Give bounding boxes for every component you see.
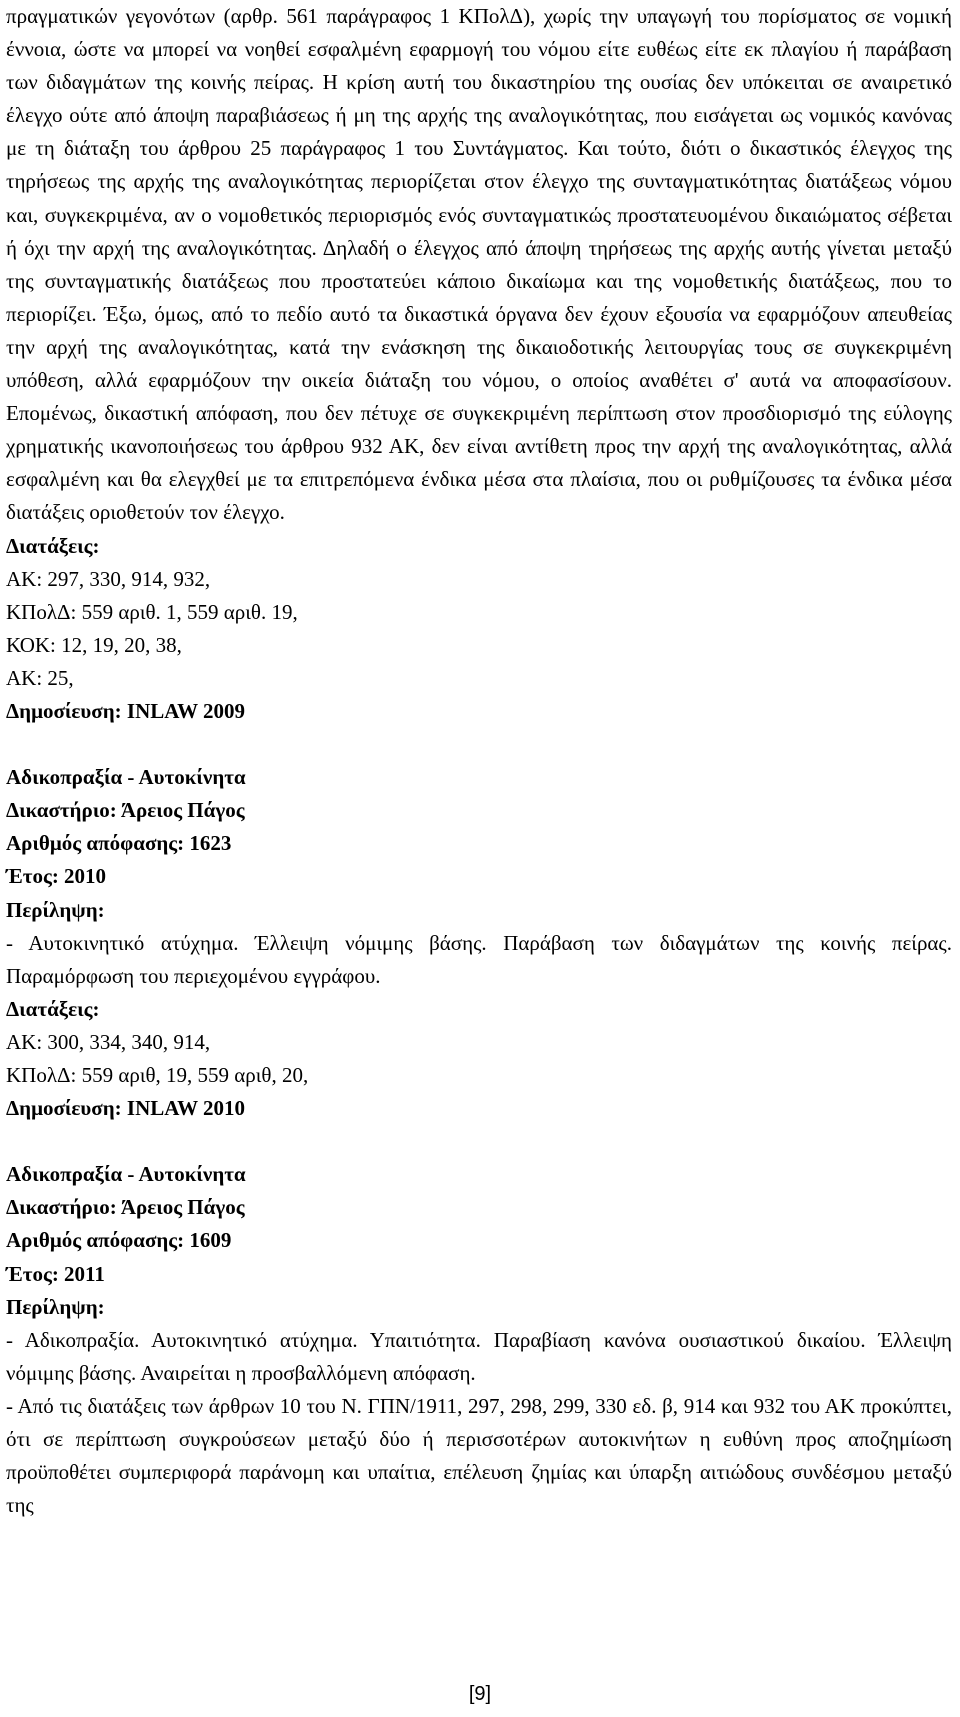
decision-year: Έτος: 2010	[6, 864, 107, 889]
section-gap	[6, 1125, 952, 1158]
provision-line: ΚΟΚ: 12, 19, 20, 38,	[6, 632, 182, 657]
document-page	[6, 0, 952, 1522]
provision-line: ΚΠολΔ: 559 αριθ, 19, 559 αριθ, 20,	[6, 1063, 309, 1087]
category-heading: Αδικοπραξία - Αυτοκίνητα	[6, 1162, 246, 1187]
publication: Δημοσίευση: INLAW 2009	[6, 698, 245, 723]
decision-entry-1623	[6, 761, 952, 1125]
page-number: [9]	[468, 1683, 492, 1705]
provision-line: ΚΠολΔ: 559 αριθ. 1, 559 αριθ. 19,	[6, 599, 298, 624]
section-gap	[6, 728, 952, 761]
summary-label: Περίληψη:	[6, 897, 105, 922]
summary-label: Περίληψη:	[6, 1294, 105, 1319]
court-heading: Δικαστήριο: Άρειος Πάγος	[6, 1195, 245, 1220]
decision-number: Αριθμός απόφασης: 1609	[6, 1228, 232, 1253]
provision-line: ΑΚ: 297, 330, 914, 932,	[6, 566, 211, 591]
summary-text-2: - Από τις διατάξεις των άρθρων 10 του Ν. ΓΠΝ/1911, 297, 298, 299, 330 εδ. β, 914 και 932 του ΑΚ προκύπτει, ότι σε περίπτωση συγκρούσεων μεταξύ δύο ή περισσοτέρων αυτοκινήτων η ευθύνη προς αποζημίωση προϋποθέτει συμπεριφορά παράνομη και υπαίτια, επέλευση ζημίας και ύπαρξη αιτιώδους συνδέσμου μεταξύ της	[6, 1393, 952, 1518]
decision-year: Έτος: 2011	[6, 1261, 105, 1286]
decision-entry-1609	[6, 1158, 952, 1522]
intro-paragraph: πραγματικών γεγονότων (αρθρ. 561 παράγραφος 1 ΚΠολΔ), χωρίς την υπαγωγή του πορίσματος σε νομική έννοια, ώστε να μπορεί να νοηθεί εσφαλμένη εφαρμογή του νόμου είτε ευθέως είτε εκ πλαγίου ή παράβαση των διδαγμάτων της κοινής πείρας. Η κρίση αυτή του δικαστηρίου της ουσίας δεν υπόκειται σε αναιρετικό έλεγχο ούτε από άποψη παραβιάσεως ή μη της αρχής της αναλογικότητας, που εισάγεται ως νομικός κανόνας με τη διάταξη του άρθρου 25 παράγραφος 1 του Συντάγματος. Και τούτο, διότι ο δικαστικός έλεγχος της τηρήσεως της αρχής της αναλογικότητας περιορίζεται στον έλεγχο της συνταγματικότητας διατάξεως νόμου και, συγκεκριμένα, αν ο νομοθετικός περιορισμός ενός συνταγματικώς προστατευομένου δικαιώματος σέβεται ή όχι την αρχή της αναλογικότητας. Δηλαδή ο έλεγχος από άποψη τηρήσεως της αρχής αυτής γίνεται μεταξύ της συνταγματικής διατάξεως που προστατεύει κάποιο δικαίωμα και της νομοθετικής διατάξεως, που το περιορίζει. Έξω, όμως, από το πεδίο αυτό τα δικαστικά όργανα δεν έχουν εξουσία να εφαρμόζουν απευθείας την αρχή της αναλογικότητας, κατά την ενάσκηση της δικαιοδοτικής λειτουργίας τους σε συγκεκριμένη υπόθεση, αλλά εφαρμόζουν την οικεία διάταξη του νόμου, ο οποίος αναθέτει σ' αυτά να αποφασίσουν. Επομένως, δικαστική απόφαση, που δεν πέτυχε σε συγκεκριμένη περίπτωση στον προσδιορισμό της εύλογης χρηματικής ικανοποιήσεως του άρθρου 932 ΑΚ, δεν είναι αντίθετη προς την αρχή της αναλογικότητας, αλλά εσφαλμένη και θα ελεγχθεί με τα επιτρεπόμενα ένδικα μέσα στα πλαίσια, που οι ρυθμίζουσες τα ένδικα μέσα διατάξεις οριοθετούν τον έλεγχο.	[6, 4, 952, 525]
summary-text: - Αυτοκινητικό ατύχημα. Έλλειψη νόμιμης βάσης. Παράβαση των διδαγμάτων της κοινής πείρας. Παραμόρφωση του περιεχομένου εγγράφου.	[6, 930, 952, 988]
category-heading: Αδικοπραξία - Αυτοκίνητα	[6, 765, 246, 790]
provisions-label: Διατάξεις:	[6, 533, 100, 558]
publication: Δημοσίευση: INLAW 2010	[6, 1096, 245, 1121]
court-heading: Δικαστήριο: Άρειος Πάγος	[6, 798, 245, 823]
provisions-block-1	[6, 530, 952, 729]
provisions-label: Διατάξεις:	[6, 996, 100, 1021]
summary-text-1: - Αδικοπραξία. Αυτοκινητικό ατύχημα. Υπαιτιότητα. Παραβίαση κανόνα ουσιαστικού δικαίου. Έλλειψη νόμιμης βάσης. Αναιρείται η προσβαλλόμενη απόφαση.	[6, 1327, 952, 1385]
decision-number: Αριθμός απόφασης: 1623	[6, 831, 232, 856]
provision-line: ΑΚ: 300, 334, 340, 914,	[6, 1029, 211, 1054]
provision-line: ΑΚ: 25,	[6, 665, 74, 690]
